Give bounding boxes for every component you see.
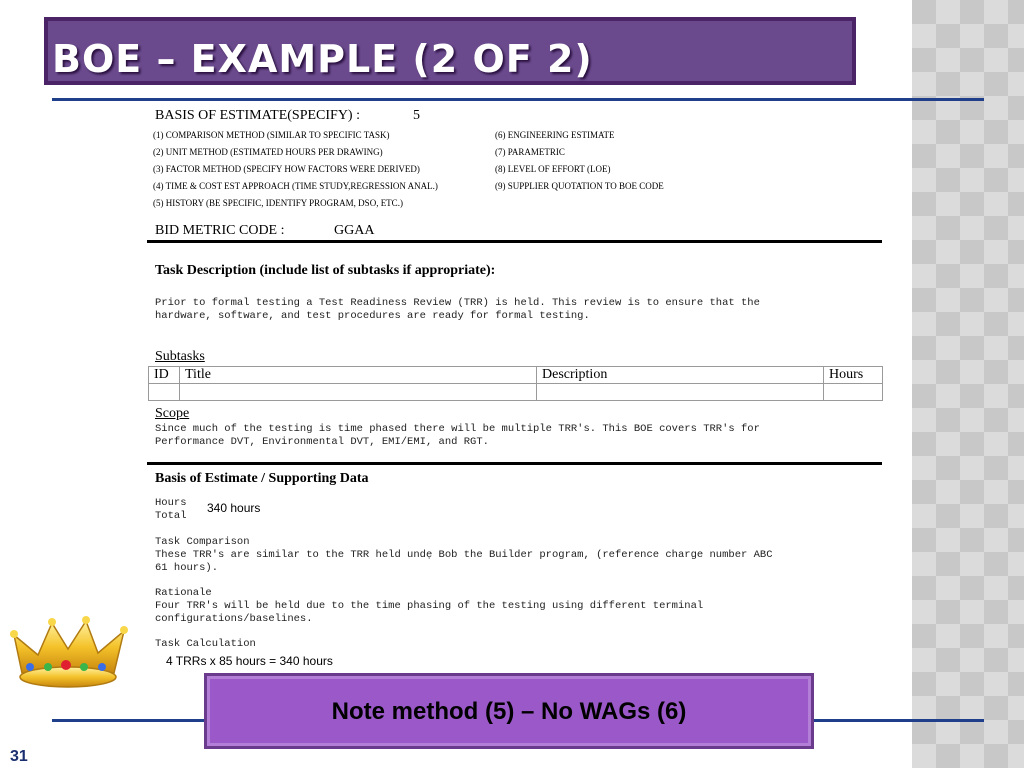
method-item: (2) UNIT METHOD (ESTIMATED HOURS PER DRAWING) — [153, 147, 383, 157]
section-divider — [147, 462, 882, 465]
method-item: (7) PARAMETRIC — [495, 147, 565, 157]
table-cell — [537, 384, 824, 401]
bid-metric-code-value: GGAA — [334, 223, 375, 238]
table-cell — [149, 384, 180, 401]
basis-of-estimate-value: 5 — [413, 108, 420, 123]
table-cell — [180, 384, 537, 401]
column-header-hours: Hours — [824, 367, 883, 384]
task-calculation-value: 4 TRRs x 85 hours = 340 hours — [166, 654, 333, 668]
table-cell — [824, 384, 883, 401]
rationale-heading: Rationale — [155, 587, 212, 599]
basis-of-estimate-label: BASIS OF ESTIMATE(SPECIFY) : — [155, 108, 360, 123]
task-description-line: Prior to formal testing a Test Readiness Review (TRR) is held. This review is to ensure that the — [155, 297, 760, 309]
task-comparison-line: These TRR's are similar to the TRR held undẹ Bob the Builder program, (reference charge number ABC — [155, 549, 773, 561]
table-header-row — [149, 367, 883, 384]
rationale-line: Four TRR's will be held due to the time phasing of the testing using different terminal — [155, 600, 704, 612]
task-calculation-heading: Task Calculation — [155, 638, 256, 650]
method-item: (1) COMPARISON METHOD (SIMILAR TO SPECIFIC TASK) — [153, 130, 390, 140]
callout-note — [204, 673, 814, 749]
hours-total-value: 340 hours — [207, 501, 261, 515]
scope-heading: Scope — [155, 406, 190, 421]
column-header-id: ID — [149, 367, 180, 384]
section-divider — [147, 240, 882, 243]
slide-title: BOE – EXAMPLE (2 OF 2) — [52, 37, 593, 81]
scope-line: Performance DVT, Environmental DVT, EMI/EMI, and RGT. — [155, 436, 489, 448]
top-divider — [52, 98, 984, 101]
slide-title-banner — [44, 17, 856, 85]
hours-label: Hours — [155, 497, 187, 509]
slide-number: 31 — [10, 748, 28, 765]
table-row — [149, 384, 883, 401]
column-header-description: Description — [537, 367, 824, 384]
bid-metric-code-label: BID METRIC CODE : — [155, 223, 285, 238]
method-item: (8) LEVEL OF EFFORT (LOE) — [495, 164, 611, 174]
rationale-line: configurations/baselines. — [155, 613, 313, 625]
column-header-title: Title — [180, 367, 537, 384]
task-comparison-heading: Task Comparison — [155, 536, 250, 548]
method-item: (4) TIME & COST EST APPROACH (TIME STUDY,REGRESSION ANAL.) — [153, 181, 438, 191]
callout-note-text: Note method (5) – No WAGs (6) — [331, 698, 687, 725]
bottom-divider — [52, 719, 208, 722]
bottom-divider — [812, 719, 984, 722]
task-description-heading: Task Description (include list of subtasks if appropriate): — [155, 263, 496, 278]
total-label: Total — [155, 510, 187, 522]
method-item: (6) ENGINEERING ESTIMATE — [495, 130, 615, 140]
subtasks-heading: Subtasks — [155, 349, 205, 364]
basis-supporting-data-heading: Basis of Estimate / Supporting Data — [155, 471, 369, 486]
task-comparison-line: 61 hours). — [155, 562, 219, 574]
subtasks-table — [148, 366, 883, 401]
method-item: (5) HISTORY (BE SPECIFIC, IDENTIFY PROGRAM, DSO, ETC.) — [153, 198, 403, 208]
method-item: (9) SUPPLIER QUOTATION TO BOE CODE — [495, 181, 664, 191]
background-pattern-strip — [912, 0, 1024, 768]
task-description-line: hardware, software, and test procedures are ready for formal testing. — [155, 310, 590, 322]
scope-line: Since much of the testing is time phased there will be multiple TRR's. This BOE covers TRR's for — [155, 423, 760, 435]
crown-icon — [8, 613, 130, 693]
method-item: (3) FACTOR METHOD (SPECIFY HOW FACTORS WERE DERIVED) — [153, 164, 420, 174]
